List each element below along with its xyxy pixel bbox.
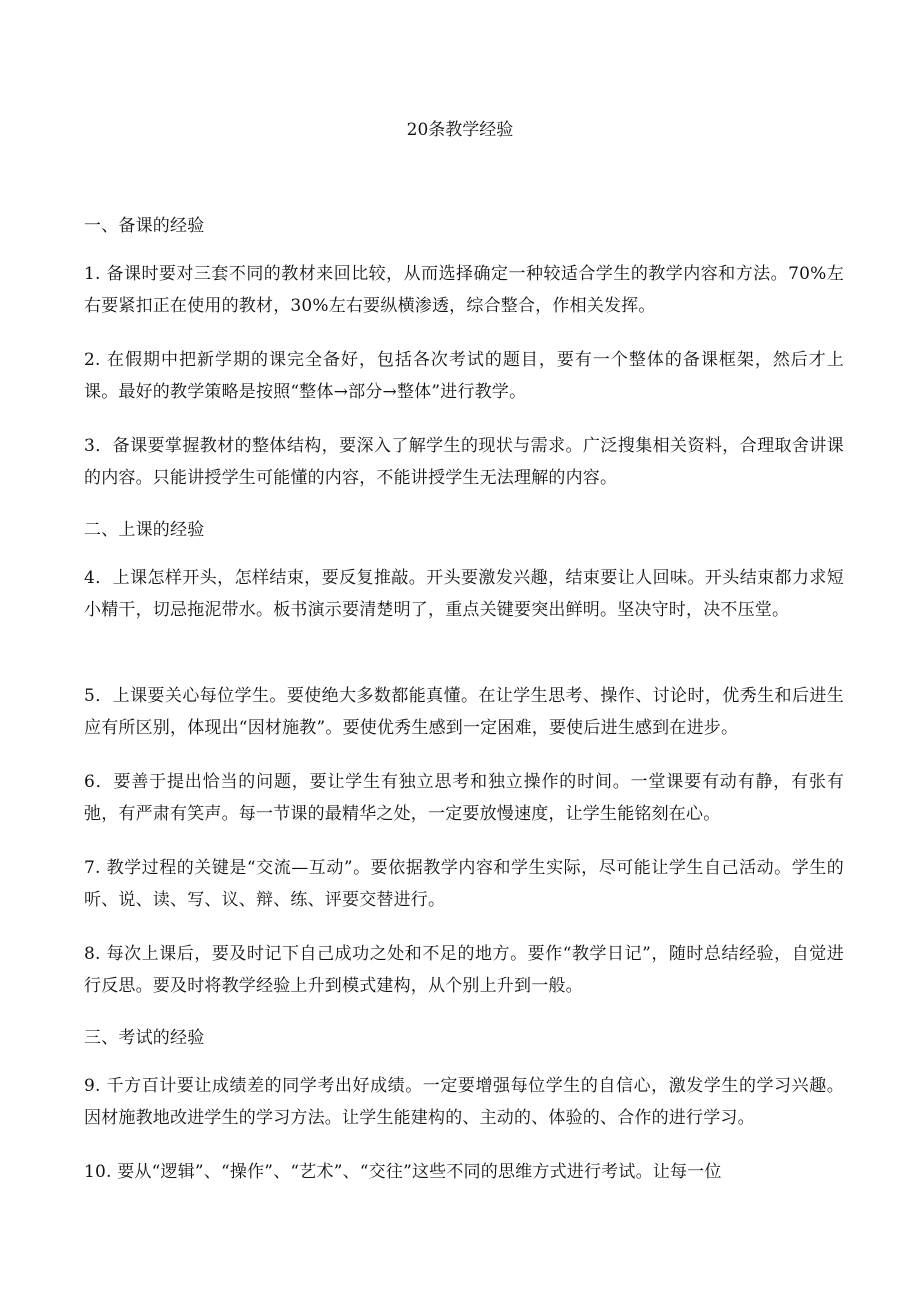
paragraph-4: 4．上课怎样开头，怎样结束，要反复推敲。开头要激发兴趣，结束要让人回味。开头结束都力求短小精干，切忌拖泥带水。板书演示要清楚明了，重点关键要突出鲜明。坚决守时，决不压堂。 — [84, 568, 844, 620]
section-heading-class: 二、上课的经验 — [84, 520, 205, 540]
paragraph-7: 7. 教学过程的关键是“交流—互动”。要依据教学内容和学生实际，尽可能让学生自己活动。学生的听、说、读、写、议、辩、练、评要交替进行。 — [84, 858, 844, 910]
paragraph-5: 5．上课要关心每位学生。要使绝大多数都能真懂。在让学生思考、操作、讨论时，优秀生和后进生应有所区别，体现出“因材施教”。要使优秀生感到一定困难，要使后进生感到在进步。 — [84, 686, 844, 738]
paragraph-2: 2. 在假期中把新学期的课完全备好，包括各次考试的题目，要有一个整体的备课框架，然后才上课。最好的教学策略是按照“整体→部分→整体”进行教学。 — [84, 350, 844, 402]
section-heading-preparation: 一、备课的经验 — [84, 216, 205, 236]
paragraph-10: 10. 要从“逻辑”、“操作”、“艺术”、“交往”这些不同的思维方式进行考试。让每一位 — [84, 1162, 722, 1182]
paragraph-8: 8. 每次上课后，要及时记下自己成功之处和不足的地方。要作“教学日记”，随时总结经验，自觉进行反思。要及时将教学经验上升到模式建构，从个别上升到一般。 — [84, 944, 844, 996]
paragraph-6: 6．要善于提出恰当的问题，要让学生有独立思考和独立操作的时间。一堂课要有动有静，有张有弛，有严肃有笑声。每一节课的最精华之处，一定要放慢速度，让学生能铭刻在心。 — [84, 772, 844, 824]
section-heading-exam: 三、考试的经验 — [84, 1028, 205, 1048]
document-title: 20条教学经验 — [406, 120, 514, 140]
paragraph-1: 1. 备课时要对三套不同的教材来回比较，从而选择确定一种较适合学生的教学内容和方法。70%左右要紧扣正在使用的教材，30%左右要纵横渗透，综合整合，作相关发挥。 — [84, 264, 844, 316]
paragraph-9: 9. 千方百计要让成绩差的同学考出好成绩。一定要增强每位学生的自信心，激发学生的学习兴趣。因材施教地改进学生的学习方法。让学生能建构的、主动的、体验的、合作的进行学习。 — [84, 1076, 844, 1128]
paragraph-3: 3．备课要掌握教材的整体结构，要深入了解学生的现状与需求。广泛搜集相关资料，合理取舍讲课的内容。只能讲授学生可能懂的内容，不能讲授学生无法理解的内容。 — [84, 436, 844, 488]
